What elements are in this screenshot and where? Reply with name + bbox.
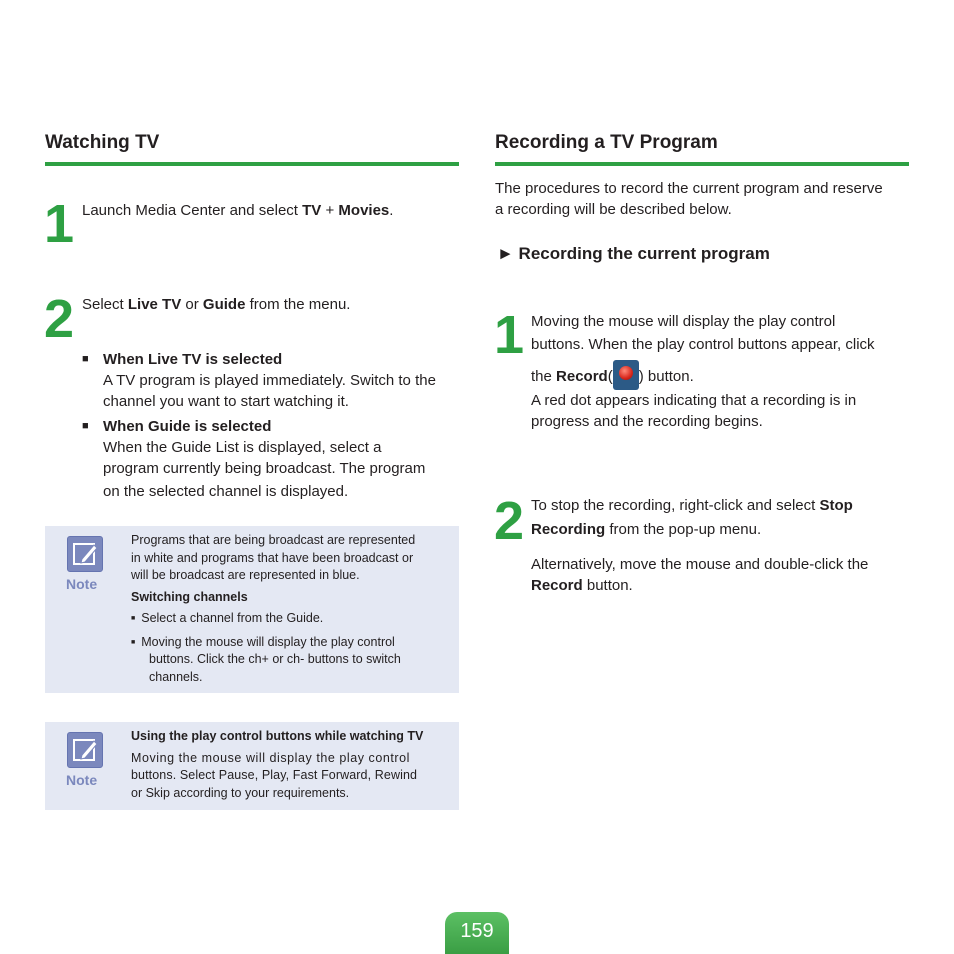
note-pencil-icon	[67, 536, 103, 572]
bullet-square: ■	[82, 353, 89, 365]
note-pencil-icon	[67, 732, 103, 768]
note-bullet: ■	[131, 638, 136, 646]
note-bullet: ■	[131, 615, 136, 622]
intro-text: The procedures to record the current program and reserve a recording will be described below.	[495, 180, 883, 218]
note-text: Using the play control buttons while watching TV Moving the mouse will display the play control buttons. Select Pause, Play, Fast Forward, Rewind or Skip according to your requirements.	[131, 729, 424, 800]
section-rule	[45, 162, 459, 166]
live-tv-item: When Live TV is selected A TV program is played immediately. Switch to the channel you want to start watching it.	[103, 351, 436, 410]
note-box	[45, 526, 459, 693]
note-label: Note	[66, 576, 98, 592]
section-title-watching-tv: Watching TV	[45, 132, 160, 153]
record-step-2-text: To stop the recording, right-click and select Stop Recording from the pop-up menu. Alternatively, move the mouse and double-click the Record button.	[531, 497, 869, 594]
step-number: 2	[44, 289, 73, 349]
guide-item: When Guide is selected When the Guide List is displayed, select a program currently being broadcast. The program on the selected channel is displayed.	[103, 418, 426, 500]
section-rule	[495, 162, 909, 166]
page-number: 159	[445, 912, 509, 954]
record-step-1-text: Moving the mouse will display the play control buttons. When the play control buttons appear, click the Record( ) button. A red dot appears indicating that a recording is in progress and the recording begins.	[531, 313, 875, 430]
step-number: 1	[494, 305, 523, 365]
record-button-icon	[613, 360, 639, 390]
note-box	[45, 722, 459, 810]
step-number: 2	[494, 491, 523, 551]
step-number: 1	[44, 194, 73, 254]
sub-heading: ► Recording the current program	[497, 244, 770, 263]
bullet-square: ■	[82, 420, 89, 432]
note-text: Programs that are being broadcast are represented in white and programs that have been broadcast or will be broadcast are represented in blue. Switching channels ■ Select a channel from the Guide. ■ Moving the mouse will display the play control buttons. Click the ch+ or ch- buttons to switch channels.	[131, 533, 416, 684]
step-1-text: Launch Media Center and select TV + Movies.	[82, 202, 394, 219]
step-2-text: Select Live TV or Guide from the menu.	[82, 296, 351, 313]
section-title-recording: Recording a TV Program	[495, 132, 718, 153]
note-label: Note	[66, 772, 98, 788]
